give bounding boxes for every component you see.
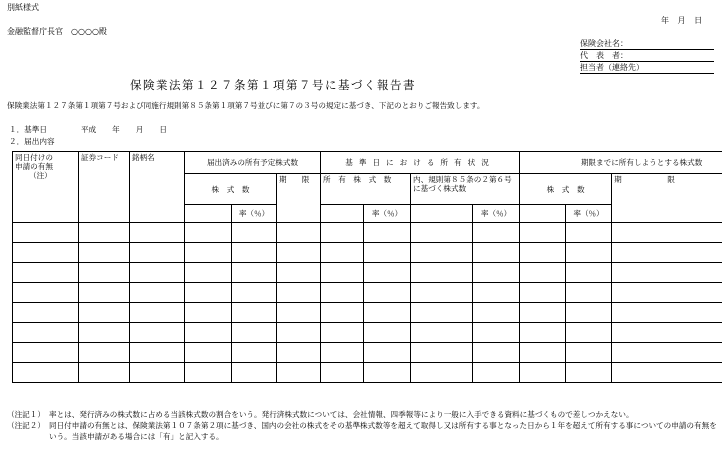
table-cell[interactable] (13, 363, 79, 383)
table-cell[interactable] (130, 303, 185, 323)
table-cell[interactable] (130, 263, 185, 283)
table-cell[interactable] (566, 343, 612, 363)
table-cell[interactable] (321, 283, 364, 303)
table-cell[interactable] (232, 323, 277, 343)
table-cell[interactable] (473, 283, 520, 303)
table-cell[interactable] (232, 343, 277, 363)
table-cell[interactable] (13, 303, 79, 323)
note-1 (7, 409, 719, 420)
table-cell[interactable] (13, 263, 79, 283)
report-content-item: ２．届出内容 (9, 137, 55, 146)
table-cell[interactable] (13, 283, 79, 303)
table-cell[interactable] (520, 283, 566, 303)
table-cell[interactable] (321, 343, 364, 363)
table-cell[interactable] (473, 323, 520, 343)
header-securities-code: 証券コード (79, 152, 130, 223)
table-cell[interactable] (185, 243, 232, 263)
header-deadline-period: 期 限 (612, 174, 722, 223)
table-cell[interactable] (79, 343, 130, 363)
table-cell[interactable] (185, 223, 232, 243)
header-application-status: 同日付けの 申請の有無 （注） (13, 152, 79, 223)
table-cell[interactable] (277, 343, 321, 363)
header-scheduled-shares-group: 届出済みの所有予定株式数 (185, 152, 321, 174)
table-cell[interactable] (520, 263, 566, 283)
note-1-mark: （注記１） (7, 410, 45, 419)
table-cell[interactable] (277, 243, 321, 263)
table-cell[interactable] (411, 243, 473, 263)
base-date-year: 年 (112, 125, 120, 134)
date-line: 年 月 日 (661, 16, 703, 25)
table-row (13, 223, 722, 243)
notes (7, 409, 719, 442)
header-scheduled-shares: 株 式 数 (185, 174, 277, 205)
table-cell[interactable] (277, 303, 321, 323)
table-cell[interactable] (232, 263, 277, 283)
note-2 (7, 420, 719, 442)
company-name-field: 保険会社名： (580, 38, 714, 50)
table-cell[interactable] (612, 303, 722, 323)
table-cell[interactable] (185, 343, 232, 363)
table-cell[interactable] (411, 343, 473, 363)
table-cell[interactable] (232, 223, 277, 243)
document-title: 保険業法第１２７条第１項第７号に基づく報告書 (130, 78, 416, 92)
table-cell[interactable] (232, 283, 277, 303)
table-cell[interactable] (185, 263, 232, 283)
table-cell[interactable] (13, 343, 79, 363)
table-cell[interactable] (364, 243, 411, 263)
table-cell[interactable] (232, 363, 277, 383)
table-cell[interactable] (364, 223, 411, 243)
table-cell[interactable] (520, 323, 566, 343)
table-cell[interactable] (612, 223, 722, 243)
table-cell[interactable] (612, 323, 722, 343)
table-cell[interactable] (321, 363, 364, 383)
header-scheduled-ratio: 率（％） (232, 205, 277, 223)
header-rule-ratio: 率（％） (473, 205, 520, 223)
note-1-text: 率とは、発行済みの株式数に占める当該株式数の割合をいう。発行済株式数については、会社情報、四季報等により一般に入手できる資料に基づくもので差しつかえない。 (49, 410, 634, 419)
base-date-era: 平成 (80, 125, 97, 134)
blank-cell (520, 205, 566, 223)
table-cell[interactable] (130, 323, 185, 343)
sender-block (580, 38, 714, 74)
base-date-month: 月 (135, 125, 144, 134)
note-2-mark: （注記２） (7, 421, 45, 430)
table-cell[interactable] (612, 363, 722, 383)
table-cell[interactable] (612, 283, 722, 303)
base-date-item (9, 126, 167, 134)
header-deadline-ratio: 率（％） (566, 205, 612, 223)
table-row (13, 343, 722, 363)
table-cell[interactable] (13, 323, 79, 343)
table-cell[interactable] (473, 363, 520, 383)
table-cell[interactable] (520, 363, 566, 383)
base-date-label: １．基準日 (9, 125, 47, 134)
header-deadline-shares: 株 式 数 (520, 174, 612, 205)
table-row (13, 363, 722, 383)
table-cell[interactable] (79, 223, 130, 243)
table-cell[interactable] (79, 283, 130, 303)
table-cell[interactable] (520, 243, 566, 263)
table-cell[interactable] (364, 363, 411, 383)
table-row (13, 263, 722, 283)
table-cell[interactable] (232, 303, 277, 323)
table-cell[interactable] (473, 243, 520, 263)
table-row (13, 283, 722, 303)
table-cell[interactable] (130, 223, 185, 243)
table-cell[interactable] (364, 323, 411, 343)
blank-cell (185, 205, 232, 223)
intro-text: 保険業法第１２７条第１項第７号および同施行規則第８５条第１項第７号並びに第７の３号の規定に基づき、下記のとおりご報告致します。 (7, 101, 485, 110)
table-cell[interactable] (277, 323, 321, 343)
table-cell[interactable] (520, 223, 566, 243)
header-base-date-group: 基準日における所有状況 (321, 152, 520, 174)
table-cell[interactable] (13, 223, 79, 243)
table-cell[interactable] (130, 343, 185, 363)
table-cell[interactable] (185, 283, 232, 303)
header-owned-ratio: 率（％） (364, 205, 411, 223)
table-cell[interactable] (520, 343, 566, 363)
table-row (13, 303, 722, 323)
table-cell[interactable] (364, 343, 411, 363)
table-cell[interactable] (473, 223, 520, 243)
table-cell[interactable] (321, 243, 364, 263)
form-label: 別紙様式 (7, 3, 39, 12)
table-cell[interactable] (130, 363, 185, 383)
representative-field: 代 表 者： (580, 50, 714, 62)
table-cell[interactable] (566, 323, 612, 343)
table-cell[interactable] (612, 243, 722, 263)
table-cell[interactable] (566, 223, 612, 243)
table-cell[interactable] (473, 343, 520, 363)
table-cell[interactable] (411, 323, 473, 343)
table-cell[interactable] (612, 343, 722, 363)
table-cell[interactable] (411, 363, 473, 383)
table-cell[interactable] (566, 283, 612, 303)
table-cell[interactable] (566, 363, 612, 383)
header-issue-name: 銘柄名 (130, 152, 185, 223)
table-cell[interactable] (364, 283, 411, 303)
blank-cell (411, 205, 473, 223)
header-rule-based-shares: 内、規則第８５条の２第６号 に基づく株式数 (411, 174, 520, 205)
table-row (13, 323, 722, 343)
table-cell[interactable] (473, 263, 520, 283)
table-cell[interactable] (411, 303, 473, 323)
table-cell[interactable] (321, 263, 364, 283)
table-cell[interactable] (130, 243, 185, 263)
table-cell[interactable] (79, 263, 130, 283)
table-cell[interactable] (277, 263, 321, 283)
table-cell[interactable] (185, 303, 232, 323)
table-cell[interactable] (79, 323, 130, 343)
base-date-day: 日 (159, 125, 167, 134)
header-owned-shares: 所 有 株 式 数 (321, 174, 411, 205)
blank-cell (321, 205, 364, 223)
table-cell[interactable] (232, 243, 277, 263)
table-row (13, 243, 722, 263)
table-cell[interactable] (79, 243, 130, 263)
table-cell[interactable] (566, 243, 612, 263)
table-cell[interactable] (321, 303, 364, 323)
table-cell[interactable] (411, 263, 473, 283)
table-cell[interactable] (277, 223, 321, 243)
table-cell[interactable] (321, 223, 364, 243)
table-cell[interactable] (612, 263, 722, 283)
table-cell[interactable] (79, 363, 130, 383)
header-scheduled-period: 期 限 (277, 174, 321, 223)
table-cell[interactable] (364, 263, 411, 283)
addressee: 金融監督庁長官 ○○○○殿 (7, 27, 107, 36)
table-cell[interactable] (277, 363, 321, 383)
contact-person-field: 担当者（連絡先） (580, 62, 714, 74)
table-cell[interactable] (566, 263, 612, 283)
table-cell[interactable] (185, 363, 232, 383)
note-2-text: 同日付申請の有無とは、保険業法第１０７条第２項に基づき、国内の会社の株式をその基準株式数等を超えて取得し又は所有する事となった日から１年を超えて所有する事についての申請の有無をいう。当該申請がある場合には「有」と記入する。 (49, 421, 717, 441)
table-cell[interactable] (130, 283, 185, 303)
header-deadline-group: 期限までに所有しようとする株式数 (520, 152, 722, 174)
table-cell[interactable] (411, 283, 473, 303)
table-cell[interactable] (185, 323, 232, 343)
table-cell[interactable] (411, 223, 473, 243)
table-cell[interactable] (473, 303, 520, 323)
table-cell[interactable] (566, 303, 612, 323)
table-cell[interactable] (79, 303, 130, 323)
table-cell[interactable] (13, 243, 79, 263)
table-cell[interactable] (364, 303, 411, 323)
table-cell[interactable] (277, 283, 321, 303)
table-cell[interactable] (520, 303, 566, 323)
report-table (12, 151, 722, 383)
table-cell[interactable] (321, 323, 364, 343)
